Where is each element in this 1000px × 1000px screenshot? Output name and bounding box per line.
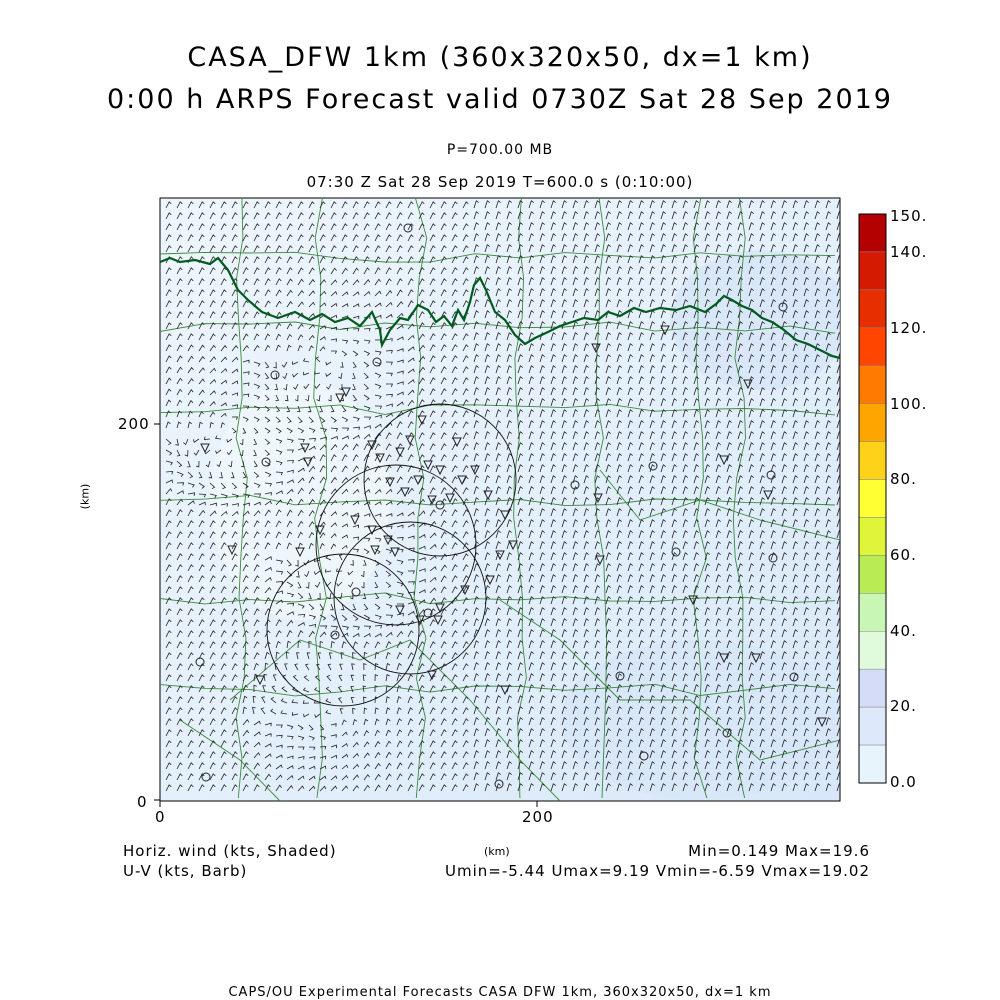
chart-title: CASA_DFW 1km (360x320x50, dx=1 km) <box>187 42 813 73</box>
colorbar-segment <box>859 404 886 442</box>
colorbar-segment <box>859 707 886 745</box>
colorbar-segment <box>859 745 886 783</box>
footer-credit: CAPS/OU Experimental Forecasts CASA DFW 1km, 360x320x50, dx=1 km <box>228 985 772 1000</box>
colorbar-label: 60. <box>890 546 917 564</box>
colorbar-segment <box>859 631 886 669</box>
colorbar-segment <box>859 328 886 366</box>
colorbar-segment <box>859 252 886 290</box>
colorbar-label: 40. <box>890 622 917 640</box>
colorbar-label: 120. <box>890 319 928 337</box>
y-axis-label: (km) <box>78 483 92 510</box>
colorbar-label: 140. <box>890 243 928 261</box>
colorbar-label: 100. <box>890 395 928 413</box>
shaded-field-label: Horiz. wind (kts, Shaded) <box>123 842 337 860</box>
pressure-level: P=700.00 MB <box>446 142 554 158</box>
colorbar-label: 0.0 <box>890 773 917 791</box>
min-max-values: Min=0.149 Max=19.6 <box>688 842 870 860</box>
x-tick-label-0: 0 <box>155 808 166 826</box>
colorbar-label: 80. <box>890 470 917 488</box>
chart-subtitle: 0:00 h ARPS Forecast valid 0730Z Sat 28 Sep 2019 <box>107 84 893 115</box>
colorbar-segment <box>859 669 886 707</box>
barb-field-label: U-V (kts, Barb) <box>123 862 248 880</box>
uv-statistics: Umin=-5.44 Umax=9.19 Vmin=-6.59 Vmax=19.02 <box>445 862 870 880</box>
colorbar-label: 20. <box>890 697 917 715</box>
colorbar-segment <box>859 442 886 480</box>
x-tick-label-200: 200 <box>522 808 554 826</box>
colorbar-segment <box>859 214 886 252</box>
y-tick-label-200: 200 <box>118 415 150 433</box>
colorbar-segment <box>859 555 886 593</box>
colorbar-segment <box>859 366 886 404</box>
colorbar-segment <box>859 480 886 518</box>
colorbar-label: 150. <box>890 207 928 225</box>
valid-time-line: 07:30 Z Sat 28 Sep 2019 T=600.0 s (0:10:00) <box>306 173 694 191</box>
y-tick-label-0: 0 <box>137 793 148 811</box>
x-axis-label: (km) <box>484 845 510 858</box>
colorbar-segment <box>859 593 886 631</box>
colorbar-segment <box>859 290 886 328</box>
colorbar-segment <box>859 517 886 555</box>
colorbar <box>859 214 886 783</box>
